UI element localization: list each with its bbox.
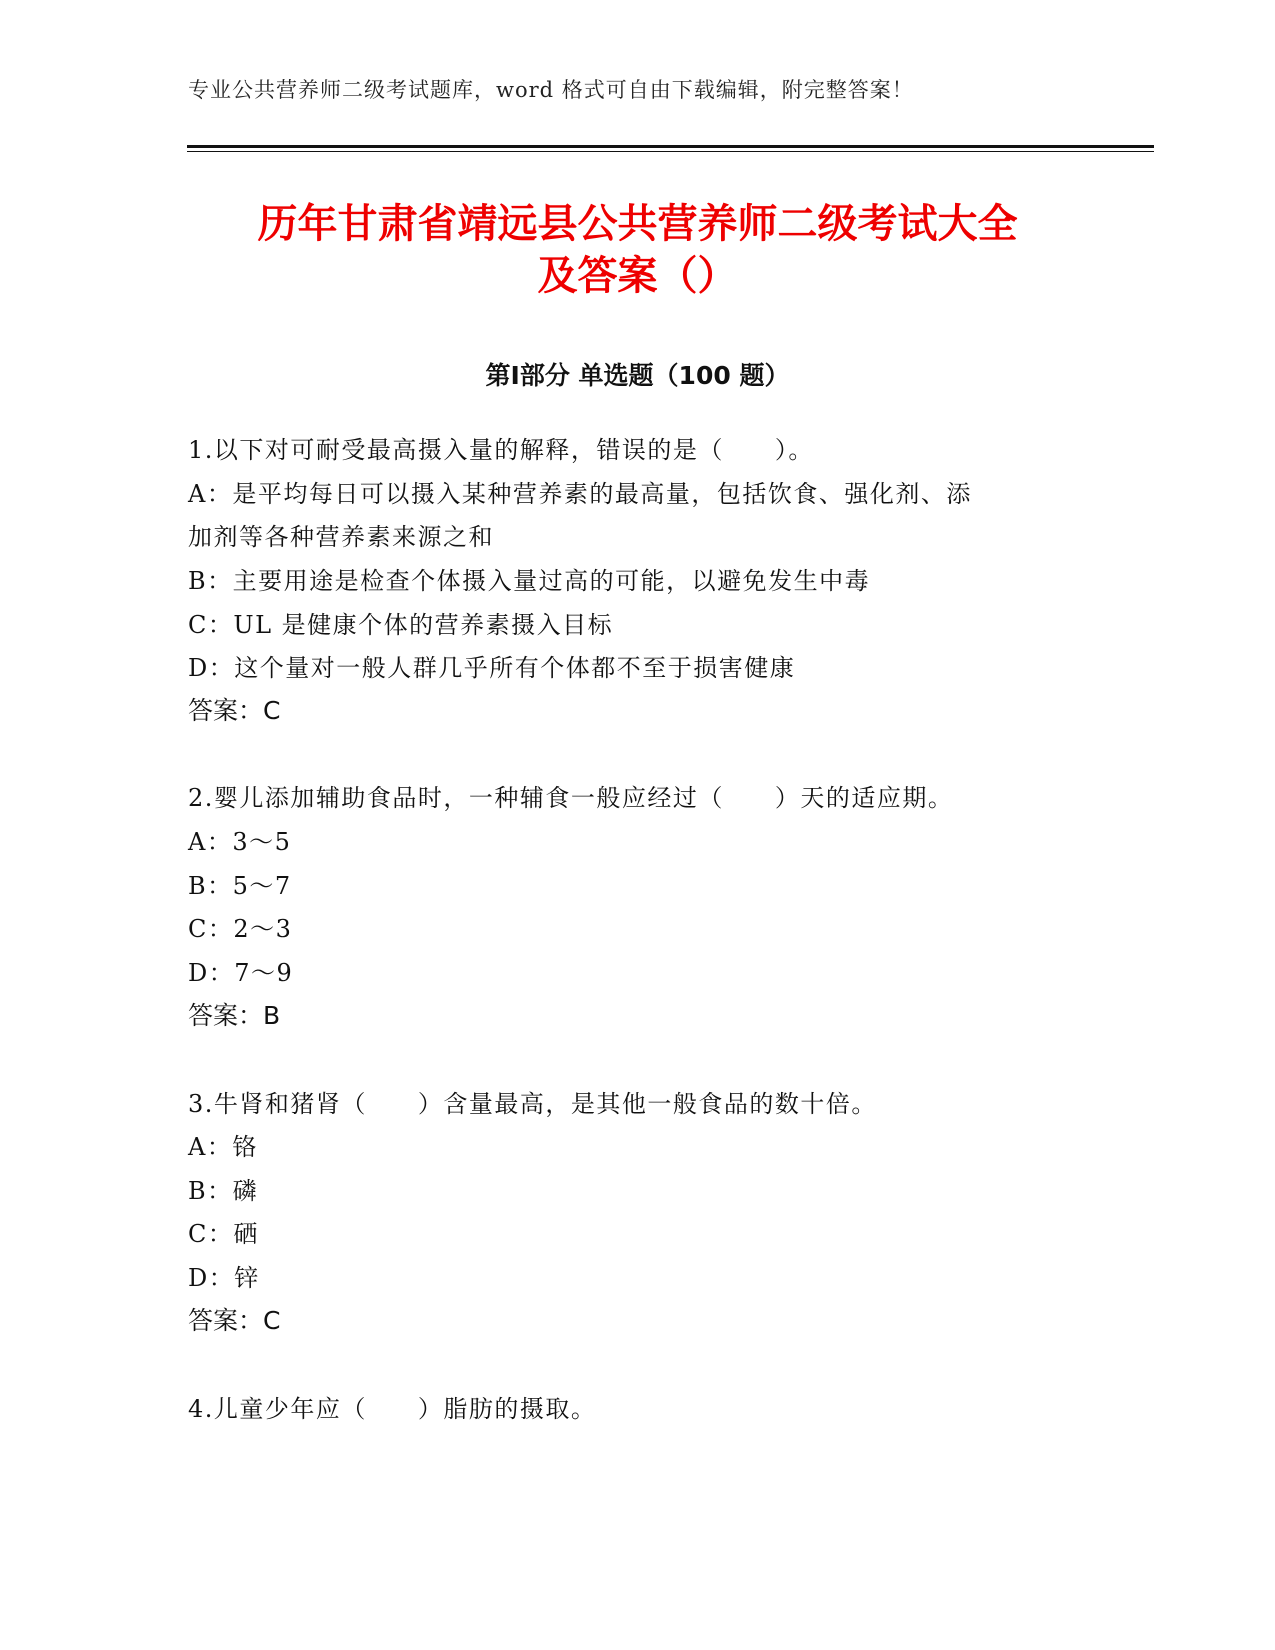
document-title-line-2: 及答案（） [537, 253, 738, 299]
section-title: 第Ⅰ部分 单选题（100 题） [485, 361, 790, 390]
question-1-stem: 1.以下对可耐受最高摄入量的解释，错误的是（ ）。 [188, 436, 814, 464]
question-1-option-c: C：UL 是健康个体的营养素摄入目标 [188, 611, 614, 639]
header-divider-thin [187, 151, 1154, 152]
question-1-option-a: A：是平均每日可以摄入某种营养素的最高量，包括饮食、强化剂、添 [188, 480, 972, 508]
question-2-option-d: D：7～9 [188, 959, 294, 987]
question-3-option-b: B：磷 [188, 1177, 259, 1205]
question-1-option-a-continued: 加剂等各种营养素来源之和 [188, 523, 494, 551]
question-2-option-c: C：2～3 [188, 915, 293, 943]
question-1-option-d: D：这个量对一般人群几乎所有个体都不至于损害健康 [188, 654, 796, 682]
question-1-answer: 答案：C [188, 696, 281, 725]
question-4-stem: 4.儿童少年应（ ）脂肪的摄取。 [188, 1395, 597, 1423]
question-3-option-d: D：锌 [188, 1264, 260, 1292]
header-note: 专业公共营养师二级考试题库，word 格式可自由下载编辑，附完整答案！ [188, 78, 914, 102]
question-2-option-a: A：3～5 [188, 828, 292, 856]
question-3-stem: 3.牛肾和猪肾（ ）含量最高，是其他一般食品的数十倍。 [188, 1090, 877, 1118]
question-1-option-b: B：主要用途是检查个体摄入量过高的可能，以避免发生中毒 [188, 567, 871, 595]
question-3-option-c: C：硒 [188, 1220, 259, 1248]
question-2-stem: 2.婴儿添加辅助食品时，一种辅食一般应经过（ ）天的适应期。 [188, 784, 954, 812]
question-3-answer: 答案：C [188, 1306, 281, 1335]
question-2-option-b: B：5～7 [188, 872, 292, 900]
document-title-line-1: 历年甘肃省靖远县公共营养师二级考试大全 [257, 201, 1018, 247]
question-2-answer: 答案：B [188, 1001, 281, 1030]
question-3-option-a: A：铬 [188, 1133, 258, 1161]
document-title [150, 198, 1125, 302]
header-divider-thick [187, 145, 1154, 148]
